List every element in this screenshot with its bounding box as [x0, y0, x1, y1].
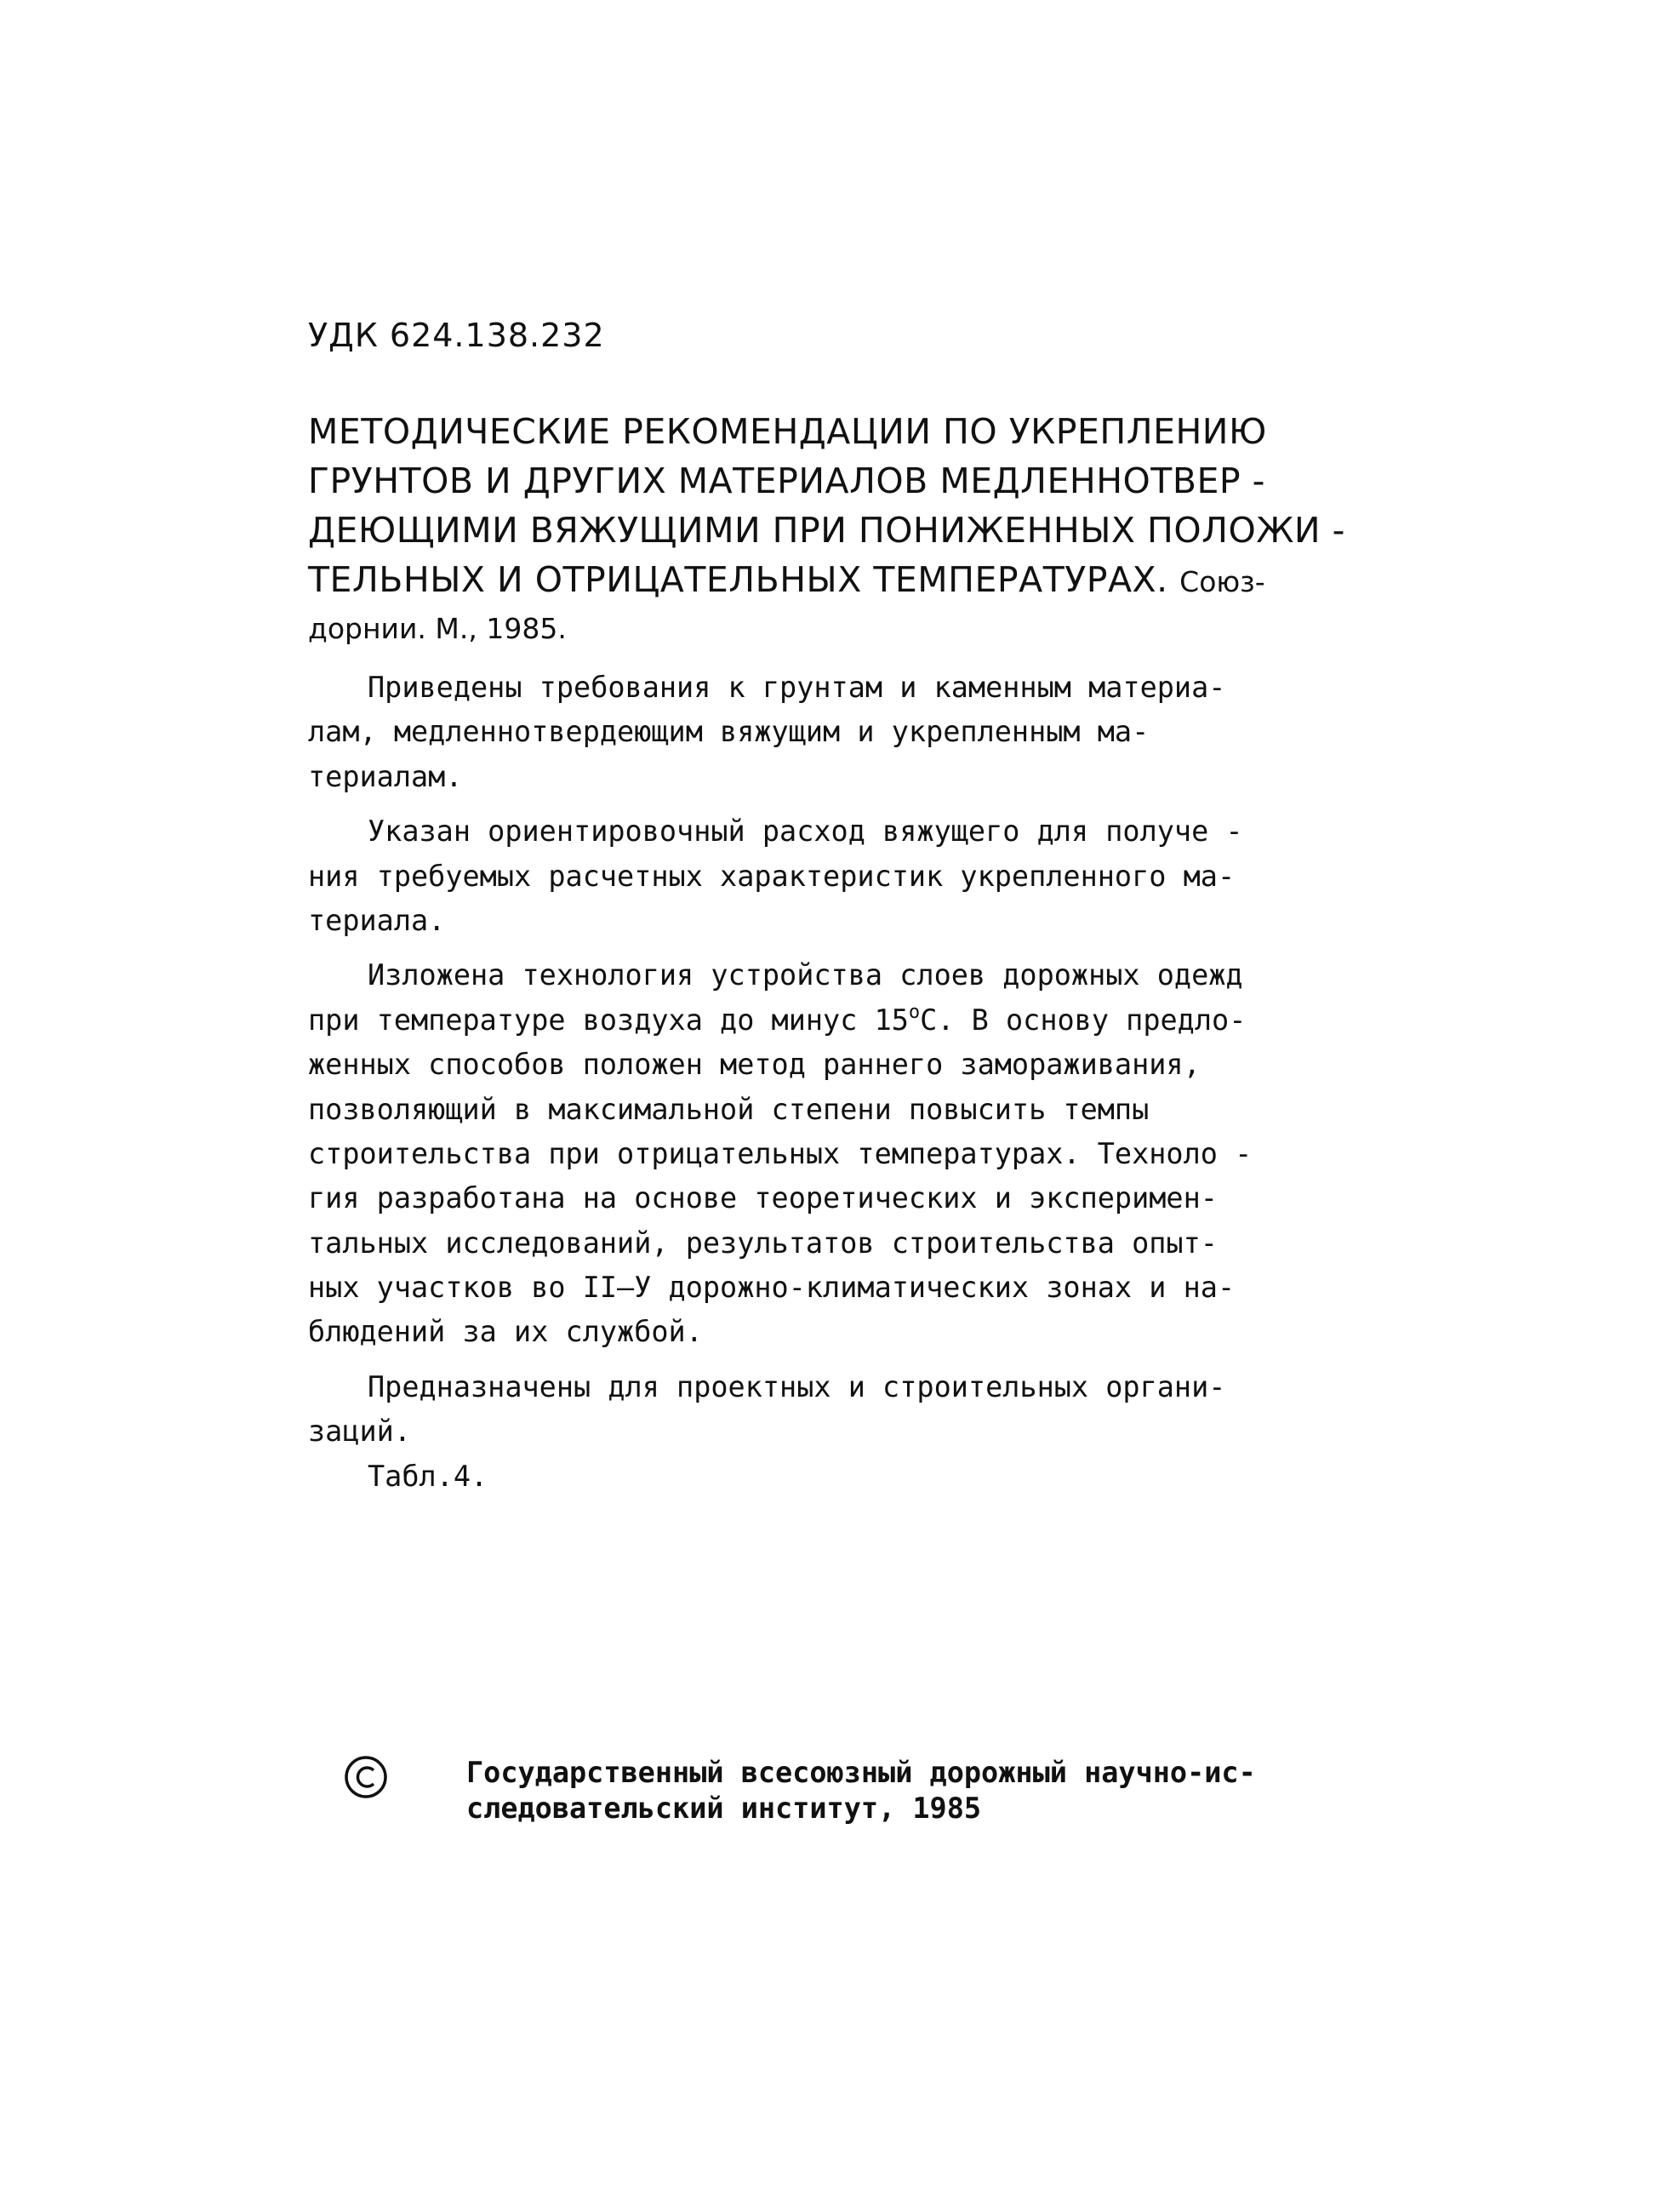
abstract-line: тальных исследований, результатов строительства опыт-: [308, 1226, 1218, 1260]
document-title: [308, 407, 1380, 654]
copyright-line: Государственный всесоюзный дорожный научно-ис-: [466, 1756, 1256, 1789]
abstract-line: женных способов положен метод раннего замораживания,: [308, 1048, 1201, 1082]
copyright-line: следовательский институт, 1985: [466, 1792, 982, 1825]
abstract-line: строительства при отрицательных температурах. Техноло -: [308, 1136, 1253, 1170]
abstract-line: блюдений за их службой.: [308, 1315, 703, 1349]
abstract-line: Указан ориентировочный расход вяжущего для получе -: [368, 814, 1243, 849]
copyright-icon: [344, 1755, 388, 1799]
abstract-line: заций.: [308, 1415, 412, 1449]
abstract-line: териала.: [308, 903, 446, 937]
publication-info: дорнии. М., 1985.: [308, 612, 567, 645]
abstract-line: Приведены требования к грунтам и каменным материа-: [368, 671, 1226, 704]
abstract-line: гия разработана на основе теоретических и эксперимен-: [308, 1181, 1218, 1215]
copyright-holder: [466, 1755, 1394, 1826]
abstract-line: Предназначены для проектных и строительных органи-: [368, 1369, 1226, 1403]
abstract-line: [308, 998, 1390, 1043]
abstract-line: териалам.: [308, 759, 463, 793]
abstract-line: ных участков во II–У дорожно-климатических зонах и на-: [308, 1271, 1236, 1305]
title-line: ГРУНТОВ И ДРУГИХ МАТЕРИАЛОВ МЕДЛЕННОТВЕР -: [308, 460, 1265, 501]
abstract-text: С. В основу предло-: [920, 1003, 1247, 1037]
title-line: МЕТОДИЧЕСКИЕ РЕКОМЕНДАЦИИ ПО УКРЕПЛЕНИЮ: [308, 411, 1267, 452]
publisher-name: Союз-: [1179, 565, 1265, 598]
title-line-text: ТЕЛЬНЫХ И ОТРИЦАТЕЛЬНЫХ ТЕМПЕРАТУРАХ.: [308, 559, 1168, 600]
udk-code: УДК 624.138.232: [308, 317, 605, 354]
abstract: [308, 666, 1390, 1499]
title-line: [308, 555, 1380, 604]
abstract-line: лам, медленнотвердеющим вяжущим и укрепленным ма-: [308, 715, 1150, 749]
tables-count: Табл.4.: [368, 1459, 488, 1493]
title-line: ДЕЮЩИМИ ВЯЖУЩИМИ ПРИ ПОНИЖЕННЫХ ПОЛОЖИ -: [308, 510, 1345, 551]
abstract-line: позволяющий в максимальной степени повысить темпы: [308, 1092, 1150, 1126]
abstract-text: при температуре воздуха до минус 15: [308, 1003, 909, 1037]
degree-sign: о: [908, 1001, 921, 1023]
abstract-line: Изложена технология устройства слоев дорожных одежд: [368, 958, 1243, 992]
abstract-line: ния требуемых расчетных характеристик укрепленного ма-: [308, 859, 1236, 893]
